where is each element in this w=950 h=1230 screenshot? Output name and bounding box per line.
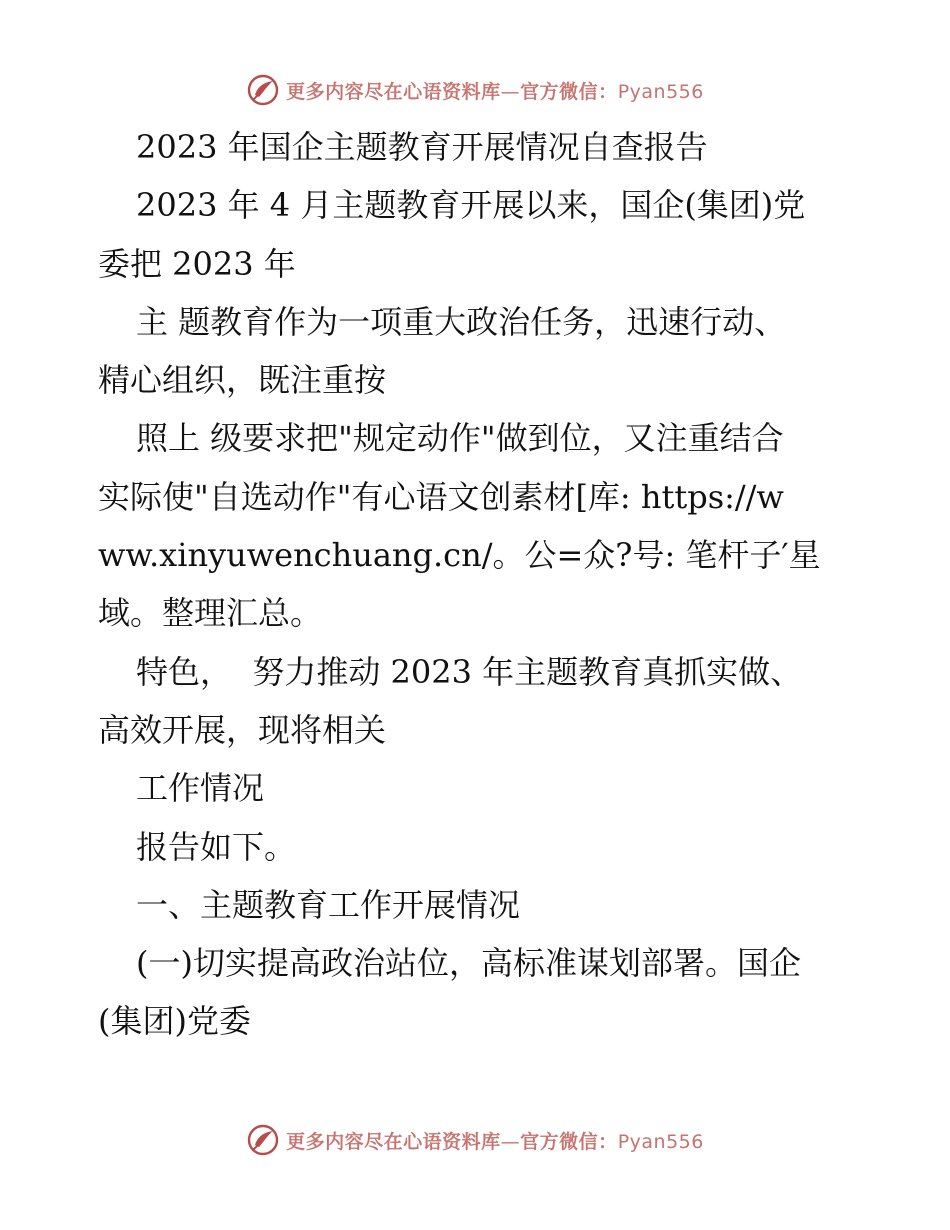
watermark-site: 更多内容尽在心语资料库 — [286, 1130, 501, 1153]
header-watermark-banner — [0, 70, 950, 110]
logo-icon — [246, 1123, 280, 1157]
document-line: ww.xinyuwenchuang.cn/。公=众?号: 笔杆子′星 — [98, 536, 821, 575]
watermark-wechat-label: 官方微信： — [520, 1130, 618, 1153]
document-line: 委把 2023 年 — [98, 244, 296, 283]
document-line: 一、主题教育工作开展情况 — [136, 885, 521, 924]
document-line: 2023 年 4 月主题教育开展以来，国企(集团)党 — [136, 186, 806, 225]
watermark-wechat-id: Pyan556 — [617, 80, 704, 103]
watermark-site: 更多内容尽在心语资料库 — [286, 80, 501, 103]
document-line: 实际使"自选动作"有心语文创素材[库: https://w — [98, 477, 784, 516]
watermark-text — [286, 77, 704, 104]
document-line: 主 题教育作为一项重大政治任务，迅速行动、 — [136, 302, 787, 341]
watermark-wechat-id: Pyan556 — [617, 1130, 704, 1153]
document-line: (一)切实提高政治站位，高标准谋划部署。国企 — [136, 944, 801, 983]
document-line: 域。整理汇总。 — [98, 594, 323, 633]
document-line: 报告如下。 — [136, 827, 297, 866]
logo-icon — [246, 73, 280, 107]
watermark-dash: — — [500, 80, 521, 103]
document-line: 照上 级要求把"规定动作"做到位，又注重结合 — [136, 419, 784, 458]
document-line: 高效开展，现将相关 — [98, 710, 387, 749]
watermark-dash: — — [500, 1130, 521, 1153]
watermark-wechat-label: 官方微信： — [520, 80, 618, 103]
document-line: 2023 年国企主题教育开展情况自查报告 — [136, 128, 708, 166]
document-line: 工作情况 — [136, 769, 265, 808]
document-line: 特色， 努力推动 2023 年主题教育真抓实做、 — [136, 652, 803, 691]
footer-watermark-banner — [0, 1120, 950, 1160]
document-body — [98, 118, 858, 1051]
watermark-text — [286, 1127, 704, 1154]
document-line: (集团)党委 — [98, 1002, 251, 1041]
document-line: 精心组织，既注重按 — [98, 361, 387, 400]
